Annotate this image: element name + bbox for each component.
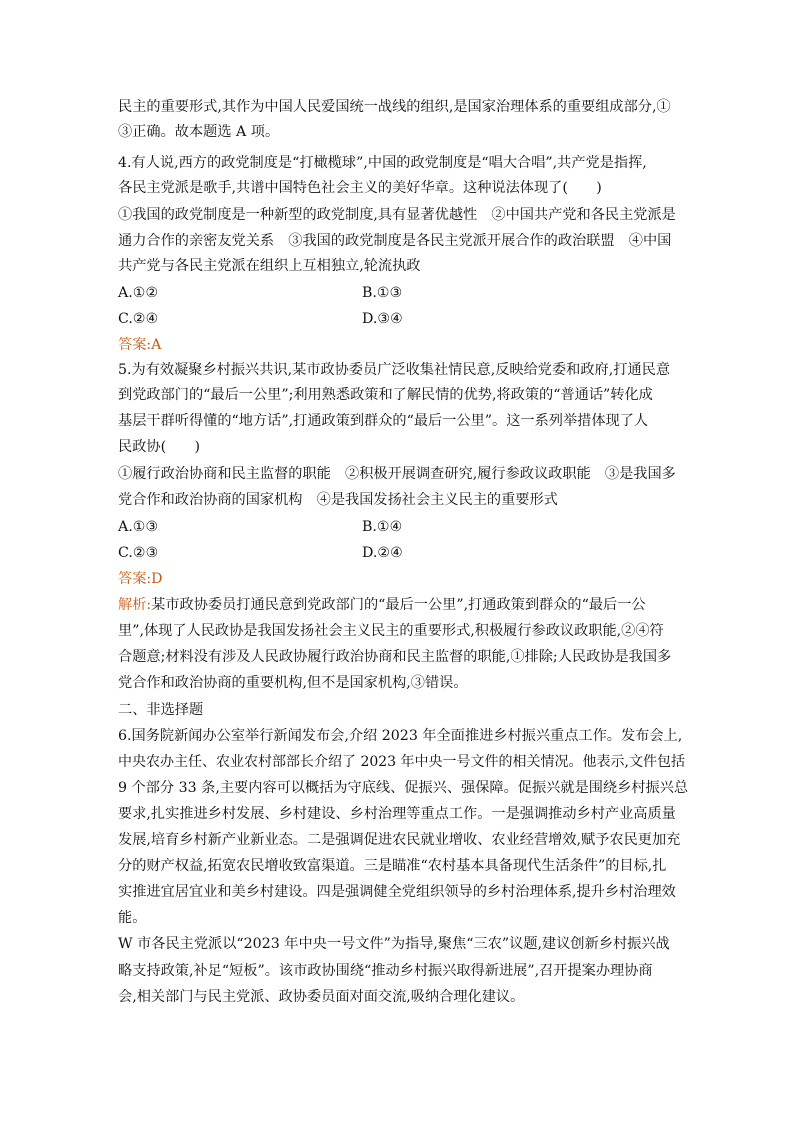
section-heading: 二、非选择题 [118,702,204,718]
question-5-statements: ①履行政治协商和民主监督的职能 ②积极开展调查研究,履行参政议政职能 ③是我国多 [118,466,676,482]
text-line: 民主的重要形式,其作为中国人民爱国统一战线的组织,是国家治理体系的重要组成部分,① [118,99,671,115]
question-6-material: 能。 [118,910,147,926]
question-6-material: 9 个部分 33 条,主要内容可以概括为守底线、促振兴、强保障。促振兴就是围绕乡村振兴总 [118,780,689,796]
question-5-analysis [118,595,646,615]
question-6-material: 发展,培育乡村新产业新业态。二是强调促进农民就业增收、农业经营增效,赋予农民更加充 [118,832,681,848]
question-4-options-row [118,309,403,329]
question-6-material: 要求,扎实推进乡村发展、乡村建设、乡村治理等重点工作。一是强调推动乡村产业高质量 [118,806,676,822]
option-c: C.②④ [118,311,159,327]
question-5-stem: 到党政部门的“最后一公里”;利用熟悉政策和了解民情的优势,将政策的“普通话”转化成 [118,387,653,403]
option-a: A.①③ [118,519,159,535]
question-6-material: W 市各民主党派以“2023 年中央一号文件”为指导,聚焦“三农”议题,建议创新乡村振兴战 [118,936,670,952]
question-4-answer: 答案:A [118,337,162,353]
option-d: D.②④ [362,545,403,561]
question-5-answer: 答案:D [118,571,163,587]
analysis-text: 某市政协委员打通民意到党政部门的“最后一公里”,打通政策到群众的“最后一公 [151,597,646,613]
option-c: C.②③ [118,545,159,561]
analysis-label: 解析: [118,597,152,613]
question-6-material: 中央农办主任、农业农村部部长介绍了 2023 年中央一号文件的相关情况。他表示,文件包括 [118,754,685,770]
question-5-stem: 5.为有效凝聚乡村振兴共识,某市政协委员广泛收集社情民意,反映给党委和政府,打通民意 [118,362,671,378]
question-5-statements: 党合作和政治协商的国家机构 ④是我国发扬社会主义民主的重要形式 [118,492,558,508]
question-4-statements: ①我国的政党制度是一种新型的政党制度,具有显著优越性 ②中国共产党和各民主党派是 [118,207,676,223]
question-4-stem: 4.有人说,西方的政党制度是“打橄榄球”,中国的政党制度是“唱大合唱”,共产党是指挥, [118,155,647,171]
question-4-options-row [118,283,403,303]
question-4-statements: 通力合作的亲密友党关系 ③我国的政党制度是各民主党派开展合作的政治联盟 ④中国 [118,233,672,249]
option-b: B.①④ [362,519,403,535]
question-6-material: 6.国务院新闻办公室举行新闻发布会,介绍 2023 年全面推进乡村振兴重点工作。发布会上, [118,728,683,744]
question-5-analysis: 里”,体现了人民政协是我国发扬社会主义民主的重要形式,积极履行参政议政职能,②④符 [118,623,664,639]
question-5-options-row [118,543,403,563]
option-d: D.③④ [362,311,403,327]
question-5-options-row [118,517,403,537]
question-5-stem: 民政协( ) [118,439,201,455]
option-b: B.①③ [362,285,403,301]
question-4-stem: 各民主党派是歌手,共谱中国特色社会主义的美好华章。这种说法体现了( ) [118,180,602,196]
text-line: ③正确。故本题选 A 项。 [118,124,280,140]
question-6-material: 实推进宜居宜业和美乡村建设。四是强调健全党组织领导的乡村治理体系,提升乡村治理效 [118,884,676,900]
question-6-material: 略支持政策,补足“短板”。该市政协围绕“推动乡村振兴取得新进展”,召开提案办理协商 [118,963,653,979]
question-5-analysis: 党合作和政治协商的重要机构,但不是国家机构,③错误。 [118,675,468,691]
question-6-material: 分的财产权益,拓宽农民增收致富渠道。三是瞄准“农村基本具备现代生活条件”的目标,扎 [118,858,667,874]
question-5-stem: 基层干群听得懂的“地方话”,打通政策到群众的“最后一公里”。这一系列举措体现了人 [118,413,649,429]
question-4-statements: 共产党与各民主党派在组织上互相独立,轮流执政 [118,258,421,274]
question-6-material: 会,相关部门与民主党派、政协委员面对面交流,吸纳合理化建议。 [118,989,525,1005]
question-5-analysis: 合题意;材料没有涉及人民政协履行政治协商和民主监督的职能,①排除;人民政协是我国多 [118,649,672,665]
option-a: A.①② [118,285,159,301]
